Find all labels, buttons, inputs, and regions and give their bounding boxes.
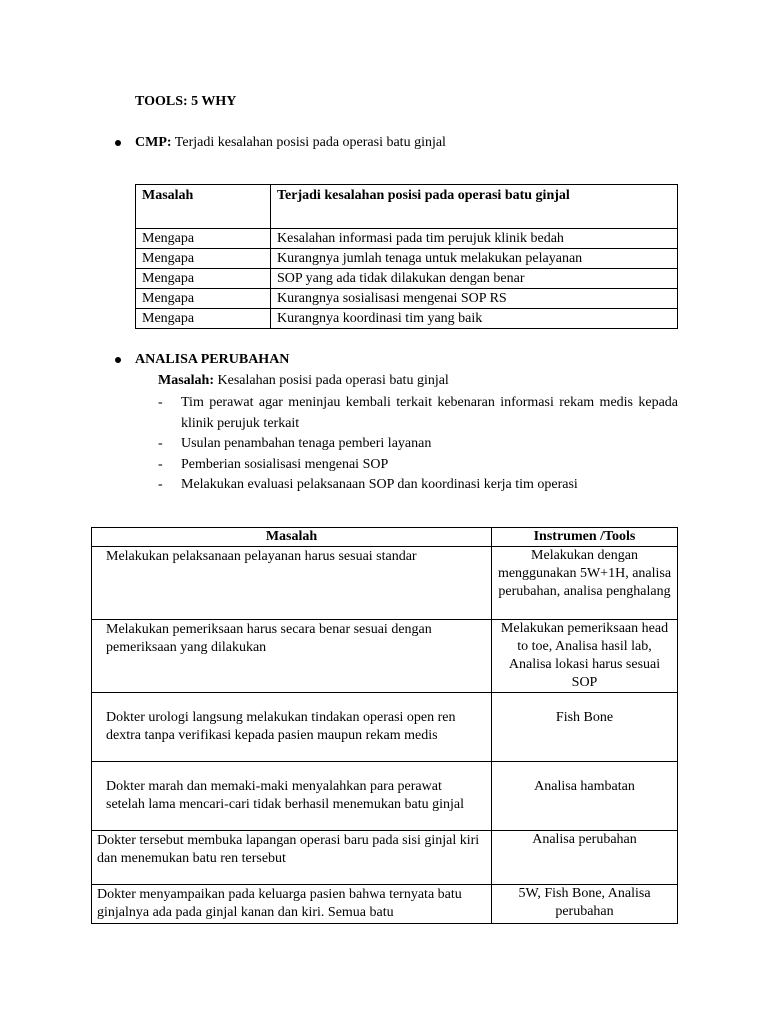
tools-row-instrumen: 5W, Fish Bone, Analisa perubahan [492,885,678,924]
dash-marker: - [158,395,163,410]
tools-table-header [92,528,678,547]
why-row-reason: Kesalahan informasi pada tim perujuk klinik bedah [271,229,678,249]
tools-row-instrumen: Melakukan pemeriksaan head to toe, Analisa hasil lab, Analisa lokasi harus sesuai SOP [492,620,678,693]
why-row-label: Mengapa [136,269,271,289]
analisa-heading: ANALISA PERUBAHAN [135,352,290,367]
tools-row-masalah: Dokter menyampaikan pada keluarga pasien bahwa ternyata batu ginjalnya ada pada ginjal kanan dan kiri. Semua batu [92,885,492,924]
cmp-label: CMP: [135,135,172,150]
why-header-problem: Terjadi kesalahan posisi pada operasi batu ginjal [271,185,678,229]
why-row [136,249,678,269]
tools-row-masalah: Dokter urologi langsung melakukan tindakan operasi open ren dextra tanpa verifikasi kepada pasien maupun rekam medis [92,693,492,762]
tools-header-masalah: Masalah [92,528,492,547]
tools-row-instrumen: Melakukan dengan menggunakan 5W+1H, analisa perubahan, analisa penghalang [492,547,678,620]
why-row-label: Mengapa [136,229,271,249]
why-row-reason: Kurangnya sosialisasi mengenai SOP RS [271,289,678,309]
bullet-cmp [115,140,121,146]
analisa-item-text: Melakukan evaluasi pelaksanaan SOP dan koordinasi kerja tim operasi [181,477,578,492]
tools-row-masalah: Melakukan pemeriksaan harus secara benar sesuai dengan pemeriksaan yang dilakukan [92,620,492,693]
cmp-line [135,135,446,151]
tools-row-instrumen: Analisa perubahan [492,831,678,885]
tools-row-instrumen: Fish Bone [492,693,678,762]
tools-row [92,762,678,831]
why-row-label: Mengapa [136,289,271,309]
why-row-reason: SOP yang ada tidak dilakukan dengan benar [271,269,678,289]
tools-row-instrumen: Analisa hambatan [492,762,678,831]
analisa-item-text: Usulan penambahan tenaga pemberi layanan [181,436,432,451]
analisa-item-text: Pemberian sosialisasi mengenai SOP [181,456,389,472]
tools-row-masalah: Melakukan pelaksanaan pelayanan harus sesuai standar [92,547,492,620]
analisa-item [158,393,678,434]
why-table-header [136,185,678,229]
document-title: TOOLS: 5 WHY [135,94,237,109]
why-row-label: Mengapa [136,249,271,269]
tools-header-instrumen: Instrumen /Tools [492,528,678,547]
why-row [136,229,678,249]
tools-row [92,885,678,924]
bullet-analisa [115,357,121,363]
dash-marker: - [158,456,163,472]
analisa-masalah [158,373,449,389]
tools-table [91,527,678,924]
why-row [136,289,678,309]
dash-marker: - [158,477,163,492]
why-row-reason: Kurangnya koordinasi tim yang baik [271,309,678,329]
dash-marker: - [158,436,163,451]
analisa-masalah-label: Masalah: [158,373,214,388]
why-header-masalah: Masalah [136,185,271,229]
tools-row [92,620,678,693]
cmp-text: Terjadi kesalahan posisi pada operasi batu ginjal [174,135,446,150]
why-row-reason: Kurangnya jumlah tenaga untuk melakukan pelayanan [271,249,678,269]
tools-row [92,831,678,885]
tools-row-masalah: Dokter marah dan memaki-maki menyalahkan para perawat setelah lama mencari-cari tidak berhasil menemukan batu ginjal [92,762,492,831]
tools-row [92,693,678,762]
why-row-label: Mengapa [136,309,271,329]
tools-row [92,547,678,620]
why-row [136,309,678,329]
why-row [136,269,678,289]
analisa-item-text: Tim perawat agar meninjau kembali terkait kebenaran informasi rekam medis kepada klinik perujuk terkait [181,395,678,431]
analisa-list [158,393,678,496]
five-why-table [135,184,678,329]
analisa-item [158,455,678,476]
analisa-masalah-text: Kesalahan posisi pada operasi batu ginjal [217,373,449,388]
tools-row-masalah: Dokter tersebut membuka lapangan operasi baru pada sisi ginjal kiri dan menemukan batu ren tersebut [92,831,492,885]
analisa-item [158,475,678,496]
analisa-item [158,434,678,455]
